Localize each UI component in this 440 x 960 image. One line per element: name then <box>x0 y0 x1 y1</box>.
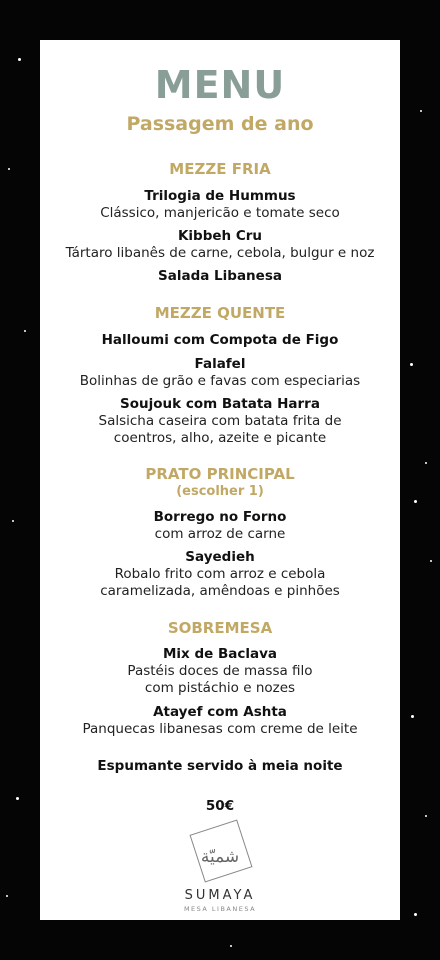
dish-name: Halloumi com Compota de Figo <box>101 332 339 348</box>
footer-note: Espumante servido à meia noite <box>97 758 343 774</box>
dish-name: Soujouk com Batata Harra <box>120 396 320 412</box>
star <box>414 913 417 916</box>
section-note: (escolher 1) <box>176 484 264 499</box>
menu-title: MENU <box>154 63 286 107</box>
dish-description: Robalo frito com arroz e cebola caramelizada, amêndoas e pinhões <box>100 566 340 599</box>
dish-description: Salsicha caseira com batata frita de coentros, alho, azeite e picante <box>98 413 342 446</box>
dish-name: Falafel <box>194 356 246 372</box>
logo-arabic: شميّة <box>200 847 240 867</box>
section-title-prato-principal: PRATO PRINCIPAL <box>145 465 295 483</box>
dish-name: Sayedieh <box>185 549 255 565</box>
dish-name: Kibbeh Cru <box>177 228 263 244</box>
section-title-mezze-quente: MEZZE QUENTE <box>154 304 286 322</box>
star <box>425 462 427 464</box>
menu-card <box>40 40 400 920</box>
dish-description: Bolinhas de grão e favas com especiarias <box>79 373 361 389</box>
menu-subtitle: Passagem de ano <box>126 113 314 135</box>
dish-description: Tártaro libanês de carne, cebola, bulgur e noz <box>65 245 375 261</box>
dish-description: com arroz de carne <box>154 526 286 542</box>
star <box>410 363 413 366</box>
dish-name: Atayef com Ashta <box>153 704 287 720</box>
dish-description: Panquecas libanesas com creme de leite <box>82 721 358 737</box>
dish-name: Salada Libanesa <box>158 268 282 284</box>
star <box>230 945 232 947</box>
star <box>414 500 417 503</box>
dish-name: Trilogia de Hummus <box>144 188 296 204</box>
star <box>24 330 26 332</box>
brand-tagline: MESA LIBANESA <box>183 905 257 913</box>
star <box>430 560 432 562</box>
price: 50€ <box>205 798 235 814</box>
star <box>12 520 14 522</box>
dish-name: Mix de Baclava <box>162 646 278 662</box>
dish-description: Clássico, manjericão e tomate seco <box>100 205 340 221</box>
star <box>420 110 422 112</box>
brand-name: SUMAYA <box>184 888 256 903</box>
section-title-sobremesa: SOBREMESA <box>167 619 273 637</box>
star <box>8 168 10 170</box>
dish-name: Borrego no Forno <box>153 509 287 525</box>
section-title-mezze-fria: MEZZE FRIA <box>169 160 271 178</box>
dish-description: Pastéis doces de massa filo com pistáchio e nozes <box>127 663 313 696</box>
star <box>18 58 21 61</box>
star <box>6 895 8 897</box>
star <box>425 815 427 817</box>
star <box>16 797 19 800</box>
star <box>411 715 414 718</box>
